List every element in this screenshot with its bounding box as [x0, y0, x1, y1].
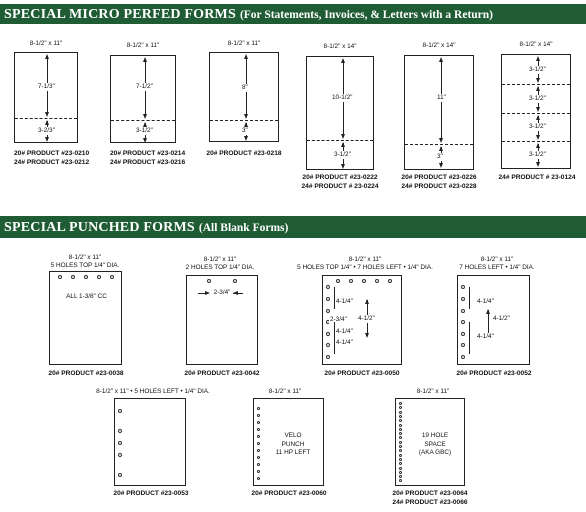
measure-label: 11" [437, 94, 446, 101]
punch-hole [461, 332, 465, 336]
punch-hole [207, 279, 211, 283]
punch-hole [399, 445, 402, 448]
perfed-form-23-0222 [306, 56, 374, 170]
measure-label: 3-1/2" [529, 66, 546, 73]
punch-hole [399, 415, 402, 418]
punch-hole [399, 432, 402, 435]
product-number [448, 370, 540, 379]
punch-hole [118, 473, 122, 477]
punch-hole [326, 355, 330, 359]
banner-subtitle: (For Statements, Invoices, & Letters with a Return) [239, 9, 493, 21]
hole-spacing-label: 2-3/4" [213, 289, 231, 296]
punch-hole [461, 343, 465, 347]
measure-label: 3-1/2" [529, 95, 546, 102]
hole-spec-label: 7 HOLES LEFT • 1/4" DIA. [459, 264, 535, 271]
punch-hole [97, 275, 101, 279]
punch-hole [257, 449, 260, 452]
product-line: 24# PRODUCT #23-0228 [401, 182, 477, 190]
punched-form-23-0038 [49, 271, 122, 365]
punch-hole [399, 402, 402, 405]
perfed-form-23-0214 [110, 55, 176, 143]
form-size-label: 8-1/2" x 11" [480, 256, 514, 263]
perforation-line [15, 118, 77, 119]
measure-label: 7-1/3" [38, 83, 55, 90]
measure-label: 7-1/2" [136, 83, 153, 90]
punch-hole [399, 449, 402, 452]
perfed-forms-banner [0, 4, 586, 24]
perfed-form-23-0124 [501, 54, 571, 169]
measure-label: 3-1/2" [334, 151, 351, 158]
product-number [200, 150, 288, 159]
form-size-label: 8-1/2" x 11" [68, 254, 102, 261]
punch-hole [461, 297, 465, 301]
punch-hole [461, 309, 465, 313]
measure-label: 4-1/2" [358, 315, 375, 322]
perfed-form-23-0218 [209, 52, 279, 142]
perforation-line [502, 141, 570, 142]
punch-hole [399, 479, 402, 482]
perforation-line [502, 113, 570, 114]
form-size-label: 8-1/2" x 14" [519, 41, 553, 48]
punch-description-line: PUNCH [281, 440, 305, 448]
hole-spec-label: 5 HOLES TOP 1/4" DIA. [50, 262, 120, 269]
punch-hole [118, 429, 122, 433]
punch-hole [399, 424, 402, 427]
product-line: 20# PRODUCT #23-0210 [14, 150, 90, 157]
form-size-label: 8-1/2" x 11" [348, 256, 382, 263]
punched-form-23-0053 [114, 398, 186, 486]
punch-hole [110, 275, 114, 279]
punch-hole [326, 343, 330, 347]
punch-hole [257, 463, 260, 466]
punch-description-line: SPACE [424, 440, 446, 448]
punch-hole [257, 470, 260, 473]
punched-form-23-0042 [186, 275, 258, 365]
form-size-label: 8-1/2" x 11" [227, 40, 261, 47]
product-line: 20# PRODUCT #23-0042 [184, 370, 260, 377]
punch-hole [375, 279, 379, 283]
punch-hole [118, 453, 122, 457]
product-number [176, 370, 268, 379]
product-line: 20# PRODUCT #23-0060 [251, 490, 327, 497]
punch-hole [399, 436, 402, 439]
product-line: 24# PRODUCT #23-0212 [14, 158, 90, 166]
punch-hole [118, 441, 122, 445]
product-line: 20# PRODUCT #23-0226 [401, 174, 477, 181]
measure-label: 10-1/2" [332, 94, 353, 101]
measure-label: 4-1/4" [336, 328, 353, 335]
perforation-line [405, 144, 473, 145]
punch-hole [399, 462, 402, 465]
perfed-form-23-0226 [404, 55, 474, 170]
product-line: 20# PRODUCT #23-0052 [456, 370, 532, 377]
product-number [298, 174, 382, 191]
punch-hole [257, 407, 260, 410]
hole-spec-label: 2 HOLES TOP 1/4" DIA. [185, 264, 255, 271]
punch-hole [257, 428, 260, 431]
product-number [110, 150, 186, 167]
measure-label: 8" [242, 84, 248, 91]
punch-hole [399, 428, 402, 431]
punch-description-line: (AKA GBC) [418, 449, 452, 456]
punch-hole [349, 279, 353, 283]
punch-description [264, 432, 322, 458]
punch-description [406, 432, 464, 458]
product-line: 24# PRODUCT #23-0216 [110, 158, 186, 166]
product-line: 20# PRODUCT #23-0218 [206, 150, 282, 157]
punch-hole [257, 435, 260, 438]
punch-hole [326, 332, 330, 336]
punch-hole [399, 458, 402, 461]
product-line: 24# PRODUCT #23-0066 [392, 498, 468, 506]
measure-label: 3" [437, 153, 443, 160]
punch-hole [326, 285, 330, 289]
product-number [494, 174, 580, 183]
punch-hole [399, 419, 402, 422]
form-size-label: 8-1/2" x 11" [29, 40, 63, 47]
measure-label: 3-1/2" [529, 151, 546, 158]
product-number [316, 370, 408, 379]
punch-hole [399, 406, 402, 409]
product-number [243, 490, 335, 499]
punch-hole [233, 279, 237, 283]
hole-spec-label: 8-1/2" x 11" • 5 HOLES LEFT • 1/4" DIA. [96, 388, 210, 395]
product-line: 20# PRODUCT #23-0222 [302, 174, 378, 181]
punch-hole [399, 411, 402, 414]
form-size-label: 8-1/2" x 11" [268, 388, 302, 395]
product-line: 20# PRODUCT #23-0050 [324, 370, 400, 377]
punched-form-23-0064 [395, 398, 465, 486]
perforation-line [111, 120, 175, 121]
product-number [40, 370, 132, 379]
measure-label: 4-1/4" [336, 298, 353, 305]
punch-hole [461, 285, 465, 289]
punch-hole [257, 442, 260, 445]
product-line: 20# PRODUCT #23-0064 [392, 490, 468, 497]
banner-title: SPECIAL PUNCHED FORMS [4, 220, 195, 235]
punch-hole [257, 414, 260, 417]
measure-label: 3-2/3" [38, 127, 55, 134]
punched-form-23-0060 [253, 398, 324, 486]
product-line: 20# PRODUCT #23-0038 [48, 370, 124, 377]
punch-hole [336, 279, 340, 283]
punched-form-23-0052 [457, 275, 530, 365]
measure-label: 3-1/2" [529, 123, 546, 130]
product-number [105, 490, 197, 499]
punch-hole [71, 275, 75, 279]
punch-hole [84, 275, 88, 279]
punch-hole [399, 467, 402, 470]
punched-form-23-0050 [322, 275, 402, 365]
punched-forms-banner [0, 216, 586, 238]
product-number [384, 490, 476, 507]
measure-label: 3-1/2" [136, 127, 153, 134]
punch-hole [118, 409, 122, 413]
punch-description-line: 19 HOLE [421, 432, 449, 439]
measure-label: 4-1/4" [336, 339, 353, 346]
product-line: 20# PRODUCT #23-0053 [113, 490, 189, 497]
punch-hole [388, 279, 392, 283]
banner-title: SPECIAL MICRO PERFED FORMS [4, 7, 236, 22]
measure-label: 4-1/4" [477, 298, 494, 305]
punch-description-line: VELO [284, 432, 302, 439]
product-line: 24# PRODUCT # 23-0124 [498, 174, 576, 181]
perfed-form-23-0210 [14, 52, 78, 143]
product-line: 24# PRODUCT # 23-0224 [301, 182, 379, 190]
hole-spec-label: 5 HOLES TOP 1/4" • 7 HOLES LEFT • 1/4" DIA. [297, 264, 433, 271]
punch-hole [326, 309, 330, 313]
punch-hole [257, 421, 260, 424]
punch-hole [257, 477, 260, 480]
measure-label: 3" [242, 127, 248, 134]
punch-hole [399, 441, 402, 444]
punch-hole [257, 456, 260, 459]
form-size-label: 8-1/2" x 11" [203, 256, 237, 263]
form-size-label: 8-1/2" x 14" [323, 43, 357, 50]
product-line: 20# PRODUCT #23-0214 [110, 150, 186, 157]
punch-hole [326, 297, 330, 301]
punch-hole [58, 275, 62, 279]
form-size-label: 8-1/2" x 11" [416, 388, 450, 395]
punch-hole [399, 471, 402, 474]
measure-label: 4-1/4" [477, 333, 494, 340]
product-number [397, 174, 481, 191]
form-size-label: 8-1/2" x 11" [126, 42, 160, 49]
banner-subtitle: (All Blank Forms) [198, 222, 289, 234]
punch-hole [461, 320, 465, 324]
punch-hole [399, 454, 402, 457]
perforation-line [210, 120, 278, 121]
perforation-line [307, 140, 373, 141]
measure-label: 2-3/4" [330, 316, 347, 323]
punch-description-line: 11 HP LEFT [275, 449, 311, 456]
perforation-line [502, 84, 570, 85]
punch-hole [461, 355, 465, 359]
punch-hole [399, 475, 402, 478]
punch-hole [362, 279, 366, 283]
hole-spacing-label: ALL 1-3/8" CC [66, 293, 107, 300]
form-size-label: 8-1/2" x 14" [422, 42, 456, 49]
product-number [14, 150, 90, 167]
measure-label: 4-1/2" [493, 315, 510, 322]
